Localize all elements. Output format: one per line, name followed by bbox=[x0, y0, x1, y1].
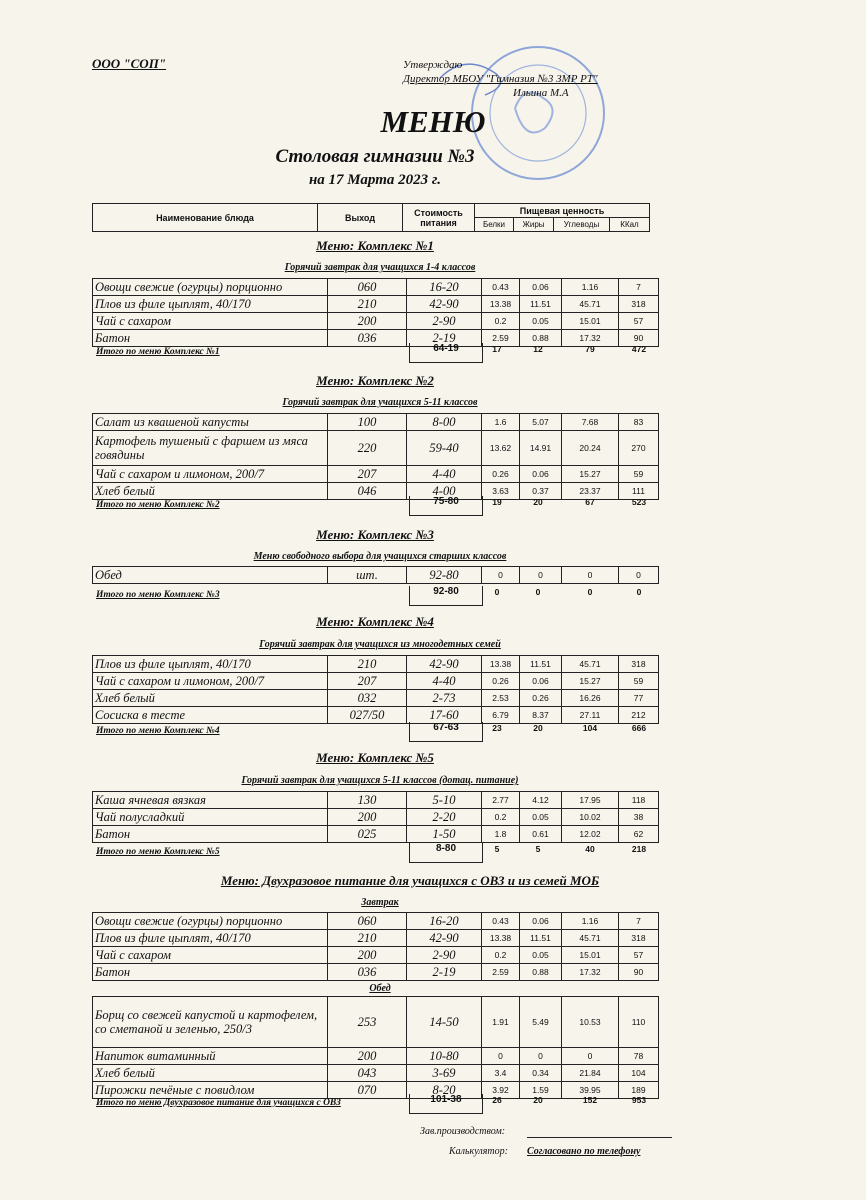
dish-fats: 0.05 bbox=[520, 947, 562, 964]
dish-name: Батон bbox=[93, 964, 328, 981]
dish-proteins: 2.59 bbox=[482, 964, 520, 981]
dish-name: Овощи свежие (огурцы) порционно bbox=[93, 279, 328, 296]
dish-kcal: 62 bbox=[619, 826, 659, 843]
complex-3-total-value: 0 bbox=[587, 587, 593, 597]
approval-director: Директор МБОУ "Гимназия №3 ЗМР РТ" bbox=[403, 73, 598, 85]
approval-label: Утверждаю bbox=[403, 59, 463, 71]
dish-yield: 036 bbox=[328, 964, 407, 981]
dish-cost: 16-20 bbox=[407, 279, 482, 296]
dish-yield: 025 bbox=[328, 826, 407, 843]
dish-cost: 8-00 bbox=[407, 414, 482, 431]
dish-proteins: 0 bbox=[482, 1048, 520, 1065]
dish-name: Батон bbox=[93, 826, 328, 843]
dish-yield: 253 bbox=[328, 997, 407, 1048]
dish-fats: 0 bbox=[520, 1048, 562, 1065]
dish-yield: 070 bbox=[328, 1082, 407, 1099]
dish-name: Чай с сахаром и лимоном, 200/7 bbox=[93, 466, 328, 483]
table-row bbox=[93, 414, 659, 431]
complex-3-title: Меню: Комплекс №3 bbox=[316, 527, 434, 542]
lunch-label: Обед bbox=[369, 983, 391, 994]
dish-name: Чай с сахаром bbox=[93, 947, 328, 964]
dish-proteins: 0.43 bbox=[482, 913, 520, 930]
dish-kcal: 104 bbox=[619, 1065, 659, 1082]
dish-name: Чай с сахаром и лимоном, 200/7 bbox=[93, 673, 328, 690]
dish-kcal: 77 bbox=[619, 690, 659, 707]
dish-proteins: 0.2 bbox=[482, 809, 520, 826]
dish-fats: 0.06 bbox=[520, 913, 562, 930]
complex-2-total-label: Итого по меню Комплекс №2 bbox=[96, 500, 220, 510]
dish-proteins: 13.62 bbox=[482, 431, 520, 466]
dish-yield: 060 bbox=[328, 279, 407, 296]
dish-carbs: 16.26 bbox=[562, 690, 619, 707]
dish-name: Картофель тушеный с фаршем из мяса говядины bbox=[93, 431, 328, 466]
dish-yield: 220 bbox=[328, 431, 407, 466]
dish-cost: 2-73 bbox=[407, 690, 482, 707]
canteen-name: Столовая гимназии №3 bbox=[275, 146, 475, 167]
complex-4-total-label: Итого по меню Комплекс №4 bbox=[96, 726, 220, 736]
complex-4-total-value: 23 bbox=[492, 723, 502, 733]
dish-fats: 0.05 bbox=[520, 809, 562, 826]
table-row bbox=[93, 1048, 659, 1065]
dish-kcal: 118 bbox=[619, 792, 659, 809]
dish-fats: 1.59 bbox=[520, 1082, 562, 1099]
dish-yield: 207 bbox=[328, 466, 407, 483]
complex-4-title: Меню: Комплекс №4 bbox=[316, 614, 434, 629]
complex-4-table bbox=[92, 655, 659, 724]
complex-4-total-value: 20 bbox=[533, 723, 543, 733]
column-header-yield: Выход bbox=[318, 204, 403, 232]
complex-1-total-value: 472 bbox=[631, 344, 647, 354]
dish-cost: 8-20 bbox=[407, 1082, 482, 1099]
dish-kcal: 189 bbox=[619, 1082, 659, 1099]
dish-fats: 0.37 bbox=[520, 483, 562, 500]
column-header-name: Наименование блюда bbox=[93, 204, 318, 232]
table-row bbox=[93, 656, 659, 673]
dish-carbs: 45.71 bbox=[562, 656, 619, 673]
dish-kcal: 59 bbox=[619, 466, 659, 483]
two-meal-title: Меню: Двухразовое питание для учащихся с ОВЗ и из семей МОБ bbox=[220, 873, 600, 888]
dish-carbs: 21.84 bbox=[562, 1065, 619, 1082]
dish-cost: 42-90 bbox=[407, 930, 482, 947]
dish-kcal: 57 bbox=[619, 313, 659, 330]
complex-3-total-value: 0 bbox=[535, 587, 541, 597]
dish-name: Хлеб белый bbox=[93, 690, 328, 707]
dish-name: Овощи свежие (огурцы) порционно bbox=[93, 913, 328, 930]
two-meal-lunch-table bbox=[92, 996, 659, 1099]
dish-name: Плов из филе цыплят, 40/170 bbox=[93, 656, 328, 673]
dish-carbs: 1.16 bbox=[562, 279, 619, 296]
dish-carbs: 0 bbox=[562, 1048, 619, 1065]
dish-kcal: 59 bbox=[619, 673, 659, 690]
column-header-fats: Жиры bbox=[514, 218, 554, 232]
dish-cost: 5-10 bbox=[407, 792, 482, 809]
dish-kcal: 318 bbox=[619, 656, 659, 673]
dish-yield: 207 bbox=[328, 673, 407, 690]
dish-yield: 046 bbox=[328, 483, 407, 500]
dish-yield: 036 bbox=[328, 330, 407, 347]
complex-2-total-value: 523 bbox=[631, 497, 647, 507]
dish-carbs: 39.95 bbox=[562, 1082, 619, 1099]
dish-proteins: 3.4 bbox=[482, 1065, 520, 1082]
dish-cost: 2-90 bbox=[407, 313, 482, 330]
dish-carbs: 27.11 bbox=[562, 707, 619, 724]
table-row bbox=[93, 1065, 659, 1082]
dish-name: Обед bbox=[93, 567, 328, 584]
complex-2-total-cost: 75-80 bbox=[409, 496, 483, 516]
dish-yield: 060 bbox=[328, 913, 407, 930]
dish-kcal: 90 bbox=[619, 330, 659, 347]
dish-carbs: 45.71 bbox=[562, 296, 619, 313]
table-row bbox=[93, 826, 659, 843]
dish-kcal: 7 bbox=[619, 279, 659, 296]
dish-fats: 0 bbox=[520, 567, 562, 584]
dish-kcal: 212 bbox=[619, 707, 659, 724]
dish-yield: 100 bbox=[328, 414, 407, 431]
complex-4-subtitle: Горячий завтрак для учащихся из многодетных семей bbox=[259, 639, 501, 650]
dish-kcal: 111 bbox=[619, 483, 659, 500]
dish-name: Чай полусладкий bbox=[93, 809, 328, 826]
dish-carbs: 17.32 bbox=[562, 330, 619, 347]
dish-fats: 0.34 bbox=[520, 1065, 562, 1082]
dish-name: Хлеб белый bbox=[93, 1065, 328, 1082]
dish-proteins: 1.6 bbox=[482, 414, 520, 431]
complex-2-subtitle: Горячий завтрак для учащихся 5-11 классов bbox=[282, 397, 478, 408]
dish-name: Сосиска в тесте bbox=[93, 707, 328, 724]
complex-1-total-cost: 64-19 bbox=[409, 343, 483, 363]
two-meal-total-value: 953 bbox=[631, 1095, 647, 1105]
column-header-nutrition: Пищевая ценность bbox=[475, 204, 650, 218]
dish-fats: 11.51 bbox=[520, 930, 562, 947]
complex-4-total-value: 666 bbox=[631, 723, 647, 733]
dish-yield: 200 bbox=[328, 809, 407, 826]
dish-kcal: 270 bbox=[619, 431, 659, 466]
complex-1-total-value: 12 bbox=[533, 344, 543, 354]
menu-table-header bbox=[92, 203, 650, 232]
complex-3-total-value: 0 bbox=[636, 587, 642, 597]
complex-1-total-label: Итого по меню Комплекс №1 bbox=[96, 347, 220, 357]
dish-yield: 210 bbox=[328, 656, 407, 673]
table-row bbox=[93, 673, 659, 690]
dish-yield: 200 bbox=[328, 313, 407, 330]
dish-carbs: 0 bbox=[562, 567, 619, 584]
table-row bbox=[93, 690, 659, 707]
dish-cost: 3-69 bbox=[407, 1065, 482, 1082]
two-meal-breakfast-table bbox=[92, 912, 659, 981]
dish-cost: 2-19 bbox=[407, 330, 482, 347]
approval-signer: Ильина М.А bbox=[513, 87, 569, 99]
complex-4-total-cost: 67-63 bbox=[409, 722, 483, 742]
organization-name: ООО "СОП" bbox=[92, 56, 167, 71]
two-meal-total-cost: 101-38 bbox=[409, 1094, 483, 1114]
dish-yield: 200 bbox=[328, 947, 407, 964]
complex-2-table bbox=[92, 413, 659, 500]
table-row bbox=[93, 997, 659, 1048]
dish-fats: 0.26 bbox=[520, 690, 562, 707]
complex-1-table bbox=[92, 278, 659, 347]
dish-yield: 130 bbox=[328, 792, 407, 809]
dish-kcal: 7 bbox=[619, 913, 659, 930]
table-row bbox=[93, 809, 659, 826]
dish-carbs: 17.95 bbox=[562, 792, 619, 809]
dish-fats: 0.88 bbox=[520, 964, 562, 981]
complex-1-total-value: 79 bbox=[585, 344, 595, 354]
dish-kcal: 78 bbox=[619, 1048, 659, 1065]
column-header-carbs: Углеводы bbox=[554, 218, 610, 232]
menu-date: на 17 Марта 2023 г. bbox=[308, 172, 441, 188]
dish-cost: 14-50 bbox=[407, 997, 482, 1048]
complex-1-subtitle: Горячий завтрак для учащихся 1-4 классов bbox=[284, 262, 476, 273]
dish-kcal: 110 bbox=[619, 997, 659, 1048]
complex-3-total-value: 0 bbox=[494, 587, 500, 597]
complex-1-total-value: 17 bbox=[492, 344, 502, 354]
dish-cost: 4-00 bbox=[407, 483, 482, 500]
complex-2-total-value: 20 bbox=[533, 497, 543, 507]
dish-fats: 0.06 bbox=[520, 466, 562, 483]
dish-carbs: 10.02 bbox=[562, 809, 619, 826]
dish-yield: 032 bbox=[328, 690, 407, 707]
dish-kcal: 83 bbox=[619, 414, 659, 431]
complex-5-total-value: 218 bbox=[631, 844, 647, 854]
dish-cost: 42-90 bbox=[407, 656, 482, 673]
dish-fats: 5.49 bbox=[520, 997, 562, 1048]
dish-carbs: 1.16 bbox=[562, 913, 619, 930]
dish-proteins: 0.43 bbox=[482, 279, 520, 296]
table-row bbox=[93, 792, 659, 809]
dish-yield: 210 bbox=[328, 930, 407, 947]
dish-cost: 1-50 bbox=[407, 826, 482, 843]
dish-fats: 14.91 bbox=[520, 431, 562, 466]
complex-2-total-value: 19 bbox=[492, 497, 502, 507]
dish-name: Чай с сахаром bbox=[93, 313, 328, 330]
table-row bbox=[93, 964, 659, 981]
dish-carbs: 23.37 bbox=[562, 483, 619, 500]
complex-5-total-value: 40 bbox=[585, 844, 595, 854]
table-row bbox=[93, 296, 659, 313]
dish-cost: 2-19 bbox=[407, 964, 482, 981]
calculator-label: Калькулятор: bbox=[449, 1146, 508, 1157]
table-row bbox=[93, 466, 659, 483]
dish-yield: 043 bbox=[328, 1065, 407, 1082]
dish-proteins: 13.38 bbox=[482, 930, 520, 947]
complex-5-total-cost: 8-80 bbox=[409, 843, 483, 863]
complex-5-table bbox=[92, 791, 659, 843]
two-meal-total-value: 152 bbox=[582, 1095, 598, 1105]
dish-proteins: 0 bbox=[482, 567, 520, 584]
dish-fats: 5.07 bbox=[520, 414, 562, 431]
dish-yield: 210 bbox=[328, 296, 407, 313]
complex-3-table bbox=[92, 566, 659, 584]
calculator-value: Согласовано по телефону bbox=[527, 1146, 641, 1157]
dish-carbs: 15.27 bbox=[562, 466, 619, 483]
dish-cost: 4-40 bbox=[407, 673, 482, 690]
dish-carbs: 10.53 bbox=[562, 997, 619, 1048]
dish-carbs: 20.24 bbox=[562, 431, 619, 466]
column-header-cost: Стоимость питания bbox=[403, 204, 475, 232]
table-row bbox=[93, 431, 659, 466]
table-row bbox=[93, 279, 659, 296]
complex-3-total-cost: 92-80 bbox=[409, 586, 483, 606]
complex-4-total-value: 104 bbox=[582, 723, 598, 733]
dish-name: Напиток витаминный bbox=[93, 1048, 328, 1065]
dish-proteins: 13.38 bbox=[482, 656, 520, 673]
dish-carbs: 45.71 bbox=[562, 930, 619, 947]
dish-proteins: 13.38 bbox=[482, 296, 520, 313]
column-header-proteins: Белки bbox=[475, 218, 514, 232]
dish-proteins: 2.53 bbox=[482, 690, 520, 707]
dish-cost: 2-90 bbox=[407, 947, 482, 964]
dish-fats: 0.88 bbox=[520, 330, 562, 347]
table-row bbox=[93, 913, 659, 930]
complex-2-total-value: 67 bbox=[585, 497, 595, 507]
table-row bbox=[93, 930, 659, 947]
complex-1-title: Меню: Комплекс №1 bbox=[316, 238, 434, 253]
dish-kcal: 318 bbox=[619, 296, 659, 313]
dish-cost: 59-40 bbox=[407, 431, 482, 466]
dish-fats: 11.51 bbox=[520, 656, 562, 673]
dish-yield: 200 bbox=[328, 1048, 407, 1065]
breakfast-label: Завтрак bbox=[361, 897, 399, 908]
dish-kcal: 57 bbox=[619, 947, 659, 964]
dish-name: Плов из филе цыплят, 40/170 bbox=[93, 296, 328, 313]
dish-kcal: 90 bbox=[619, 964, 659, 981]
dish-kcal: 0 bbox=[619, 567, 659, 584]
dish-name: Салат из квашеной капусты bbox=[93, 414, 328, 431]
two-meal-total-value: 26 bbox=[492, 1095, 502, 1105]
column-header-kcal: ККал bbox=[610, 218, 650, 232]
dish-yield: шт. bbox=[328, 567, 407, 584]
table-row bbox=[93, 947, 659, 964]
dish-cost: 42-90 bbox=[407, 296, 482, 313]
dish-cost: 17-60 bbox=[407, 707, 482, 724]
dish-fats: 8.37 bbox=[520, 707, 562, 724]
dish-name: Батон bbox=[93, 330, 328, 347]
dish-carbs: 15.01 bbox=[562, 313, 619, 330]
dish-cost: 92-80 bbox=[407, 567, 482, 584]
production-label: Зав.производством: bbox=[420, 1126, 506, 1137]
dish-yield: 027/50 bbox=[328, 707, 407, 724]
dish-fats: 0.06 bbox=[520, 279, 562, 296]
dish-carbs: 12.02 bbox=[562, 826, 619, 843]
two-meal-total-label: Итого по меню Двухразовое питание для учащихся с ОВЗ bbox=[96, 1098, 341, 1108]
dish-name: Борщ со свежей капустой и картофелем, со сметаной и зеленью, 250/3 bbox=[93, 997, 328, 1048]
dish-proteins: 2.77 bbox=[482, 792, 520, 809]
dish-name: Хлеб белый bbox=[93, 483, 328, 500]
complex-5-title: Меню: Комплекс №5 bbox=[316, 750, 434, 765]
complex-5-subtitle: Горячий завтрак для учащихся 5-11 классов (дотац. питание) bbox=[241, 775, 519, 786]
complex-5-total-value: 5 bbox=[494, 844, 500, 854]
dish-proteins: 0.26 bbox=[482, 673, 520, 690]
dish-kcal: 38 bbox=[619, 809, 659, 826]
dish-cost: 10-80 bbox=[407, 1048, 482, 1065]
dish-name: Каша ячневая вязкая bbox=[93, 792, 328, 809]
dish-carbs: 15.01 bbox=[562, 947, 619, 964]
table-row bbox=[93, 313, 659, 330]
dish-fats: 4.12 bbox=[520, 792, 562, 809]
dish-fats: 0.06 bbox=[520, 673, 562, 690]
page-title: МЕНЮ bbox=[380, 104, 486, 139]
dish-fats: 0.61 bbox=[520, 826, 562, 843]
dish-carbs: 17.32 bbox=[562, 964, 619, 981]
dish-proteins: 0.26 bbox=[482, 466, 520, 483]
table-row bbox=[93, 707, 659, 724]
dish-cost: 4-40 bbox=[407, 466, 482, 483]
approval-block bbox=[403, 58, 598, 100]
dish-proteins: 2.59 bbox=[482, 330, 520, 347]
complex-5-total-value: 5 bbox=[535, 844, 541, 854]
production-signature-line bbox=[527, 1137, 672, 1138]
dish-proteins: 0.2 bbox=[482, 313, 520, 330]
dish-fats: 11.51 bbox=[520, 296, 562, 313]
dish-proteins: 0.2 bbox=[482, 947, 520, 964]
dish-cost: 2-20 bbox=[407, 809, 482, 826]
complex-3-subtitle: Меню свободного выбора для учащихся старших классов bbox=[253, 551, 507, 562]
complex-3-total-label: Итого по меню Комплекс №3 bbox=[96, 590, 220, 600]
complex-5-total-label: Итого по меню Комплекс №5 bbox=[96, 847, 220, 857]
dish-proteins: 3.92 bbox=[482, 1082, 520, 1099]
dish-kcal: 318 bbox=[619, 930, 659, 947]
dish-carbs: 7.68 bbox=[562, 414, 619, 431]
two-meal-total-value: 20 bbox=[533, 1095, 543, 1105]
dish-proteins: 6.79 bbox=[482, 707, 520, 724]
dish-carbs: 15.27 bbox=[562, 673, 619, 690]
table-row bbox=[93, 567, 659, 584]
dish-name: Пирожки печёные с повидлом bbox=[93, 1082, 328, 1099]
dish-proteins: 1.8 bbox=[482, 826, 520, 843]
dish-proteins: 3.63 bbox=[482, 483, 520, 500]
dish-cost: 16-20 bbox=[407, 913, 482, 930]
dish-proteins: 1.91 bbox=[482, 997, 520, 1048]
complex-2-title: Меню: Комплекс №2 bbox=[316, 373, 434, 388]
dish-name: Плов из филе цыплят, 40/170 bbox=[93, 930, 328, 947]
dish-fats: 0.05 bbox=[520, 313, 562, 330]
